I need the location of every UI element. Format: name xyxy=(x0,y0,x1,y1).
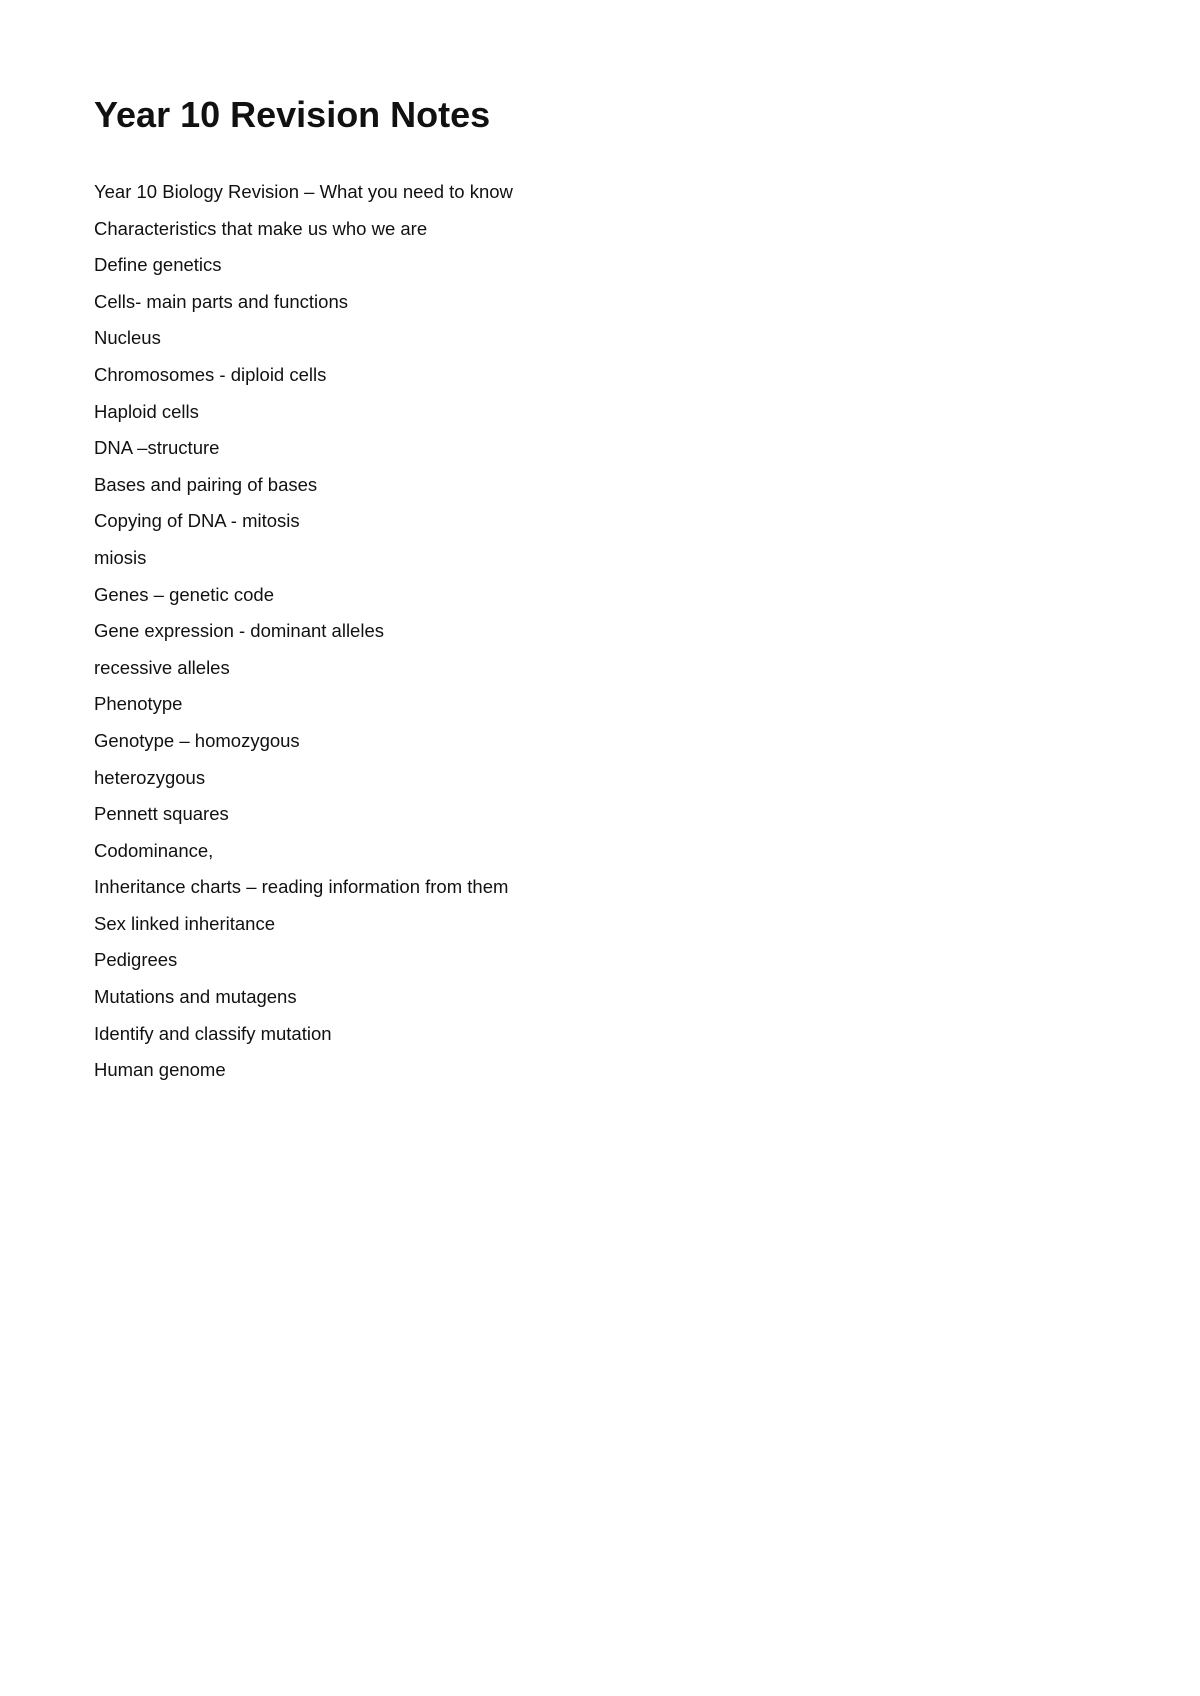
list-item: Mutations and mutagens xyxy=(94,986,297,1008)
list-item: Define genetics xyxy=(94,254,222,276)
list-item: Genotype – homozygous xyxy=(94,729,300,751)
list-item: Genes – genetic code xyxy=(94,583,274,605)
page-title: Year 10 Revision Notes xyxy=(94,94,491,135)
list-item: Haploid cells xyxy=(94,400,199,422)
list-item: recessive alleles xyxy=(94,656,230,678)
list-item: Human genome xyxy=(94,1059,226,1081)
revision-topic-list xyxy=(94,174,513,1089)
list-item: Chromosomes - diploid cells xyxy=(94,363,327,385)
list-item: Identify and classify mutation xyxy=(94,1022,332,1044)
list-item: DNA –structure xyxy=(94,437,220,459)
list-item: Inheritance charts – reading information from them xyxy=(94,876,509,898)
list-item: Pennett squares xyxy=(94,803,229,825)
list-item: miosis xyxy=(94,546,147,568)
list-item: Copying of DNA - mitosis xyxy=(94,510,300,532)
list-item: Pedigrees xyxy=(94,949,178,971)
list-item: Sex linked inheritance xyxy=(94,912,275,934)
list-item: Gene expression - dominant alleles xyxy=(94,620,384,642)
list-item: Nucleus xyxy=(94,327,161,349)
list-item: Year 10 Biology Revision – What you need to know xyxy=(94,181,513,202)
list-item: heterozygous xyxy=(94,766,206,788)
list-item: Characteristics that make us who we are xyxy=(94,217,428,239)
list-item: Cells- main parts and functions xyxy=(94,290,348,312)
list-item: Phenotype xyxy=(94,693,183,715)
list-item: Bases and pairing of bases xyxy=(94,473,318,495)
list-item: Codominance, xyxy=(94,839,214,861)
